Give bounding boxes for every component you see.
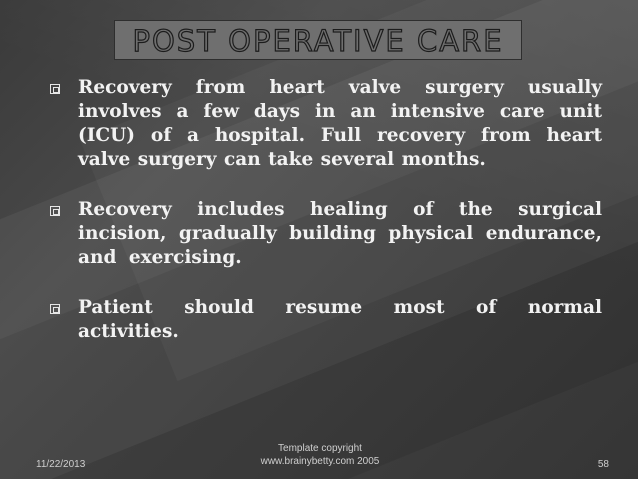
square-bullet-icon	[50, 206, 60, 216]
bullet-text: Recovery includes healing of the surgical incision, gradually building physical endurance, and exercising.	[78, 199, 602, 268]
square-bullet-icon	[50, 304, 60, 314]
slide-title: POST OPERATIVE CARE	[132, 24, 504, 58]
page-number: 58	[597, 459, 609, 470]
footer-copyright	[235, 442, 405, 468]
bullet-item	[46, 296, 602, 344]
footer-copyright-line: Template copyright	[278, 443, 362, 454]
footer-date: 11/22/2013	[36, 459, 86, 470]
footer-copyright-line: www.brainybetty.com 2005	[260, 456, 380, 467]
bullet-text: Patient should resume most of normal activities.	[78, 297, 602, 342]
bullet-item	[46, 198, 602, 270]
bullet-text: Recovery from heart valve surgery usually involves a few days in an intensive care unit (ICU) of a hospital. Full recovery from heart valve surgery can take several months.	[78, 77, 602, 170]
title-box	[114, 20, 522, 60]
square-bullet-icon	[50, 84, 60, 94]
bullet-list	[46, 76, 602, 370]
bullet-item	[46, 76, 602, 172]
